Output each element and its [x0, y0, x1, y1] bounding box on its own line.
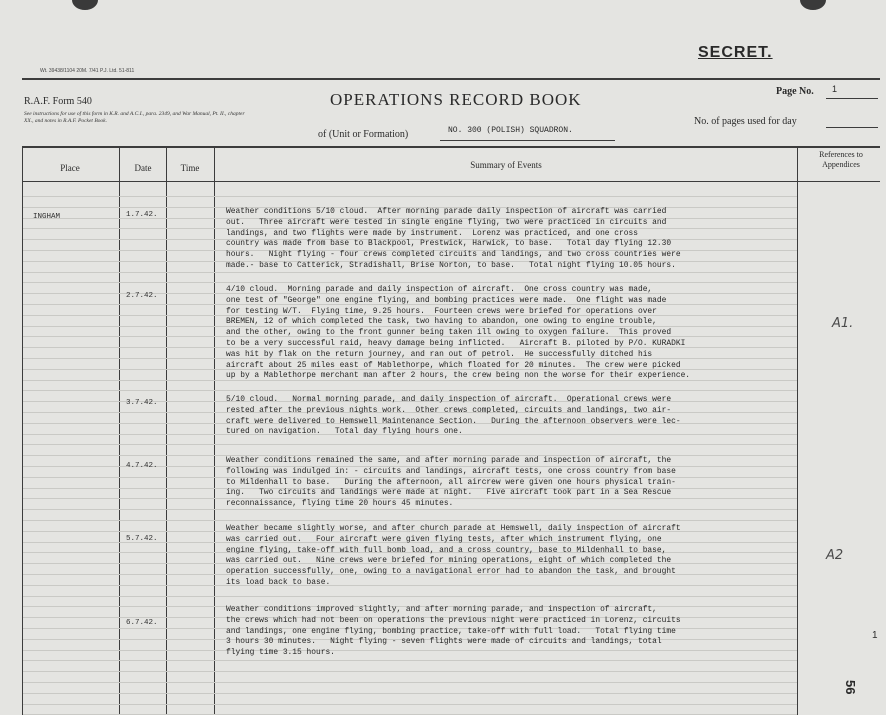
- column-header-date: Date: [134, 163, 152, 173]
- left-border: [22, 148, 23, 715]
- ruled-line: [23, 682, 797, 683]
- date-time-divider: [166, 148, 167, 715]
- entry-reference: A1.: [832, 316, 854, 331]
- punch-hole-right: [800, 0, 826, 10]
- ruled-line: [23, 660, 797, 661]
- page-number-line: [826, 98, 878, 99]
- entry-summary: Weather conditions remained the same, and after morning parade and inspection of aircraft, the following was indulged in: - circuits and landings, aircraft tests, one cross country from base to Mildenhall to base. During the afternoon, all aircrew were given one hours physical train- ing. Two circuits and landings were made at night. Five aircraft took part in a Sea Rescue reconnaissance, flying time 20 hours 45 minutes.: [226, 456, 676, 509]
- ruled-line: [23, 704, 797, 705]
- entry-date: 3.7.42.: [126, 399, 158, 407]
- top-rule: [22, 78, 880, 80]
- ruled-line: [23, 272, 797, 273]
- ruled-line: [23, 693, 797, 694]
- entry-place: INGHAM: [33, 213, 61, 221]
- entry-date: 2.7.42.: [126, 292, 158, 300]
- entry-summary: Weather conditions improved slightly, and after morning parade, and inspection of aircraft, the crews which had not been on operations the previous night were practiced in Lorenz, circuits and landings, one engine flying, bombing practice, take-off with full load. Total flying time 3 hours 30 minutes. Night flying - seven flights were made of circuits and landings, total flying time 3.15 hours.: [226, 605, 681, 658]
- pages-used-label: No. of pages used for day: [694, 116, 797, 127]
- entry-summary: 5/10 cloud. Normal morning parade, and daily inspection of aircraft. Operational crews were rested after the previous nights work. Other crews completed, circuits and landings, two air- craft were delivered to Hemswell Maintenance Section. During the afternoon observers were lec- tured on navigation. Total day flying hours one.: [226, 395, 681, 437]
- entry-reference: A2: [826, 548, 844, 563]
- ruled-line: [23, 282, 797, 283]
- time-summary-divider: [214, 148, 215, 715]
- ruled-line: [23, 671, 797, 672]
- unit-underline: [440, 140, 615, 141]
- ruled-line: [23, 390, 797, 391]
- unit-value: NO. 300 (POLISH) SQUADRON.: [448, 126, 573, 135]
- entry-summary: 4/10 cloud. Morning parade and daily inspection of aircraft. One cross country was made, one test of "George" one engine flying, and bombing practices were made. One flight was made for testing W/T. Flying time, 9.25 hours. Fourteen crews were briefed for operations over BREMEN, 12 of which completed the task, two having to abandon, one owing to engine trouble, and the other, owing to the front gunner being taken ill owing to oxygen failure. This proved to be a very successful raid, heavy damage being inflicted. Aircraft B. piloted by P/O. KURADKI was hit by flak on the return journey, and ran out of petrol. He successfully ditched his aircraft about 25 miles east of Mablethorpe, which floated for 20 minutes. The crew were picked up by a Mablethorpe merchant man after 2 hours, the crew being non the worse for their experience.: [226, 285, 691, 381]
- punch-hole-left: [72, 0, 98, 10]
- ruled-line: [23, 520, 797, 521]
- column-header-summary: Summary of Events: [470, 160, 542, 170]
- page-title: OPERATIONS RECORD BOOK: [330, 90, 582, 109]
- column-header-references: References to Appendices: [819, 150, 863, 169]
- ruled-line: [23, 196, 797, 197]
- folio-number: 56: [843, 680, 858, 695]
- form-instructions: See instructions for use of this form in K.R. and A.C.I., para. 2349, and War Manual, Pt. II., chapter XX., and notes in R.A.F. Pocket Book.: [24, 111, 245, 124]
- column-header-time: Time: [180, 163, 200, 173]
- pages-used-line: [826, 127, 878, 128]
- page-number-value: 1: [832, 84, 838, 94]
- printer-line: Wt. 39438/1104 20M. 7/41 P.J. Ltd. 51-811: [40, 68, 135, 74]
- column-header-rule: [22, 181, 880, 182]
- unit-label: of (Unit or Formation): [318, 129, 409, 140]
- entry-summary: Weather became slightly worse, and after church parade at Hemswell, daily inspection of aircraft was carried out. Four aircraft were given flying tests, after which instrument flying, one engine flying, take-off with full bomb load, and a cross country, base to Mildenhall to base, was carried out. Nine crews were briefed for mining operations, eight of which completed the operation successfully, one, owing to a navigational error had to abandon the task, and brought its load back to base.: [226, 524, 681, 587]
- column-header-place: Place: [60, 163, 80, 173]
- page-number-label: Page No.: [776, 86, 814, 97]
- entry-date: 1.7.42.: [126, 211, 158, 219]
- entry-date: 6.7.42.: [126, 619, 158, 627]
- entry-date: 4.7.42.: [126, 462, 158, 470]
- header-rule: [22, 146, 880, 148]
- place-date-divider: [119, 148, 120, 715]
- ruled-line: [23, 596, 797, 597]
- secret-stamp: SECRET.: [698, 44, 773, 61]
- ruled-line: [23, 444, 797, 445]
- margin-mark: 1: [872, 630, 878, 641]
- form-number: R.A.F. Form 540: [24, 96, 92, 107]
- entry-summary: Weather conditions 5/10 cloud. After morning parade daily inspection of aircraft was carried out. Three aircraft were tested in single engine flying, two were practiced in circuits and landings, and two flights were made by instrument. Lorenz was practiced, and one cross country was made from base to Blackpool, Prestwick, Harwick, to base. Total day flying 12.30 hours. Night flying - four crews completed circuits and landings, and two cross countries were made.- base to Catterick, Stradishall, Brise Norton, to base. Total night flying 10.05 hours.: [226, 207, 681, 270]
- entry-date: 5.7.42.: [126, 535, 158, 543]
